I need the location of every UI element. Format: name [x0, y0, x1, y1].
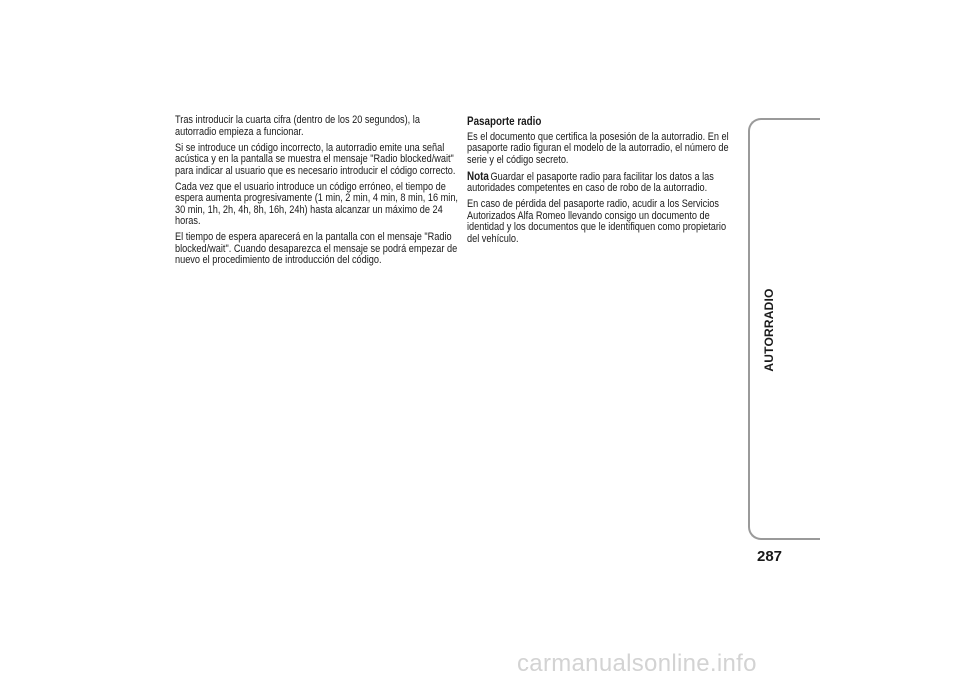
page-number: 287 [757, 548, 783, 565]
paragraph-incorrect-code: Si se introduce un código incorrecto, la autorradio emite una señal acústica y en la pantalla se muestra el mensaje "Radio blocked/wait" para indicar al usuario que es necesario introducir el código correcto. [175, 141, 456, 177]
section-heading: Pasaporte radio [467, 114, 542, 128]
paragraph-fourth-digit: Tras introducir la cuarta cifra (dentro de los 20 segundos), la autorradio empieza a funcionar. [175, 114, 420, 138]
note-text: Guardar el pasaporte radio para facilitar los datos a las autoridades competentes en caso de robo de la autorradio. [467, 170, 714, 194]
note-paragraph [467, 168, 737, 195]
chapter-tab-label: AUTORRADIO [762, 288, 776, 372]
paragraph-passport-loss: En caso de pérdida del pasaporte radio, acudir a los Servicios Autorizados Alfa Romeo llevando consigo un documento de identidad y los documentos que le identifiquen como propietario del vehículo. [467, 198, 727, 245]
paragraph-passport-description: Es el documento que certifica la posesión de la autorradio. En el pasaporte radio figuran el modelo de la autorradio, el número de serie y el código secreto. [467, 130, 729, 166]
paragraph-wait-time: Cada vez que el usuario introduce un código erróneo, el tiempo de espera aumenta progresivamente (1 min, 2 min, 4 min, 8 min, 16 min, 30 min, 1h, 2h, 4h, 8h, 16h, 24h) hasta alcanzar un máximo de 24 horas. [175, 180, 458, 227]
paragraph-wait-message: El tiempo de espera aparecerá en la pantalla con el mensaje "Radio blocked/wait". Cuando desaparezca el mensaje se podrá empezar de nuevo el procedimiento de introducción del código. [175, 231, 458, 266]
chapter-tab [758, 288, 780, 372]
right-text-column [467, 115, 737, 250]
watermark: carmanualsonline.info [517, 650, 757, 677]
left-text-column [175, 115, 461, 271]
note-label: Nota [467, 168, 489, 183]
